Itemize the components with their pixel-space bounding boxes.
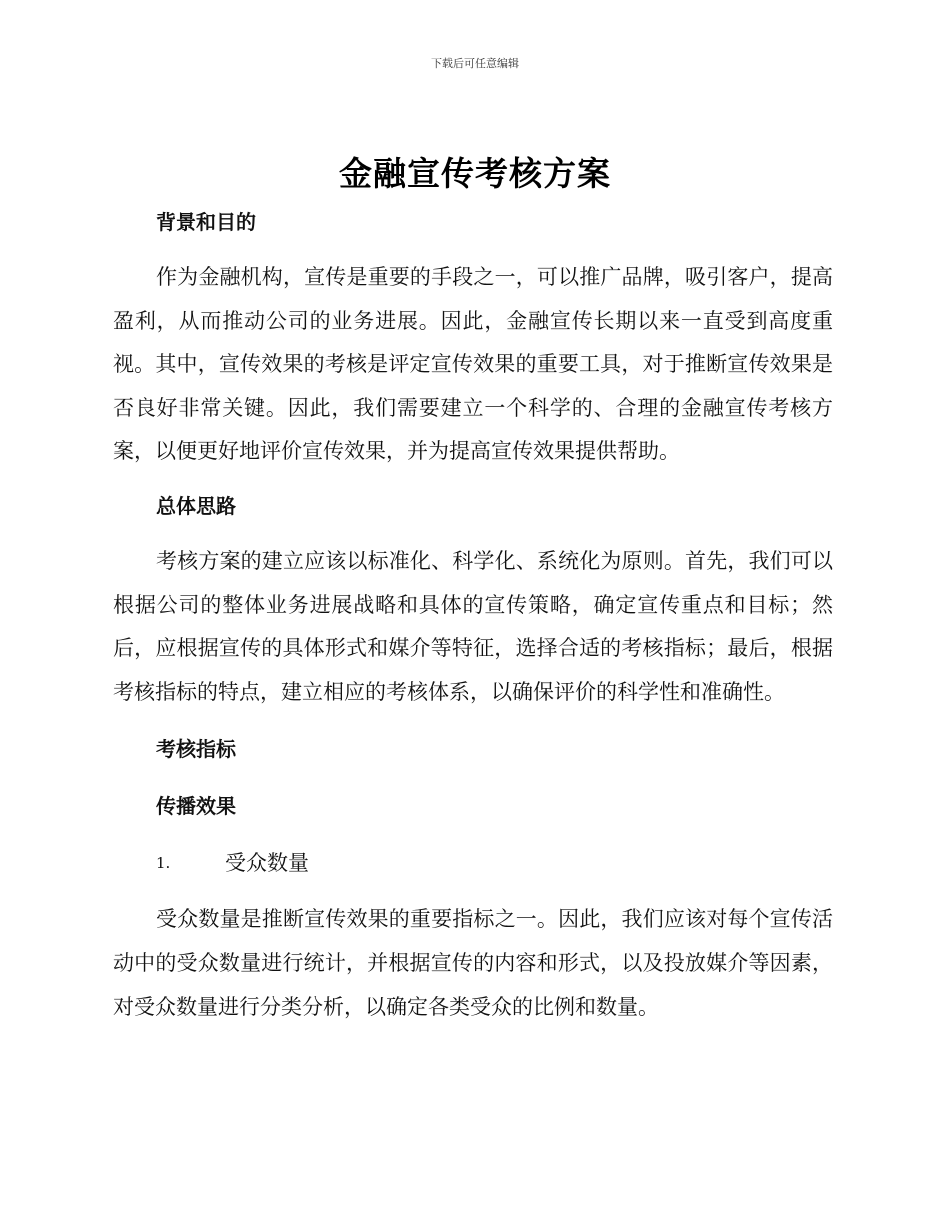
document-title: 金融宣传考核方案 [339,154,611,193]
paragraph-approach: 考核方案的建立应该以标准化、科学化、系统化为原则。首先，我们可以根据公司的整体业务进展战略和具体的宣传策略，确定宣传重点和目标；然后，应根据宣传的具体形式和媒介等特征，选择合适的考核指标；最后，根据考核指标的特点，建立相应的考核体系，以确保评价的科学性和准确性。 [113,548,833,704]
section-heading-propagation: 传播效果 [156,794,236,819]
paragraph-background: 作为金融机构，宣传是重要的手段之一，可以推广品牌，吸引客户，提高盈利，从而推动公司的业务进展。因此，金融宣传长期以来一直受到高度重视。其中，宣传效果的考核是评定宣传效果的重要工具，对于推断宣传效果是否良好非常关键。因此，我们需要建立一个科学的、合理的金融宣传考核方案，以便更好地评价宣传效果，并为提高宣传效果提供帮助。 [113,265,833,464]
paragraph-audience-count: 受众数量是推断宣传效果的重要指标之一。因此，我们应该对每个宣传活动中的受众数量进行统计，并根据宣传的内容和形式，以及投放媒介等因素，对受众数量进行分类分析，以确定各类受众的比例和数量。 [113,907,833,1019]
section-heading-background: 背景和目的 [156,210,256,234]
list-item-label: 受众数量 [225,851,309,876]
list-item-number: 1. [156,854,171,873]
document-body [113,200,833,1029]
page-header-note: 下载后可任意编辑 [431,57,519,70]
section-heading-indicators: 考核指标 [156,737,236,762]
section-heading-approach: 总体思路 [156,493,236,518]
list-item-audience-count [113,841,833,885]
